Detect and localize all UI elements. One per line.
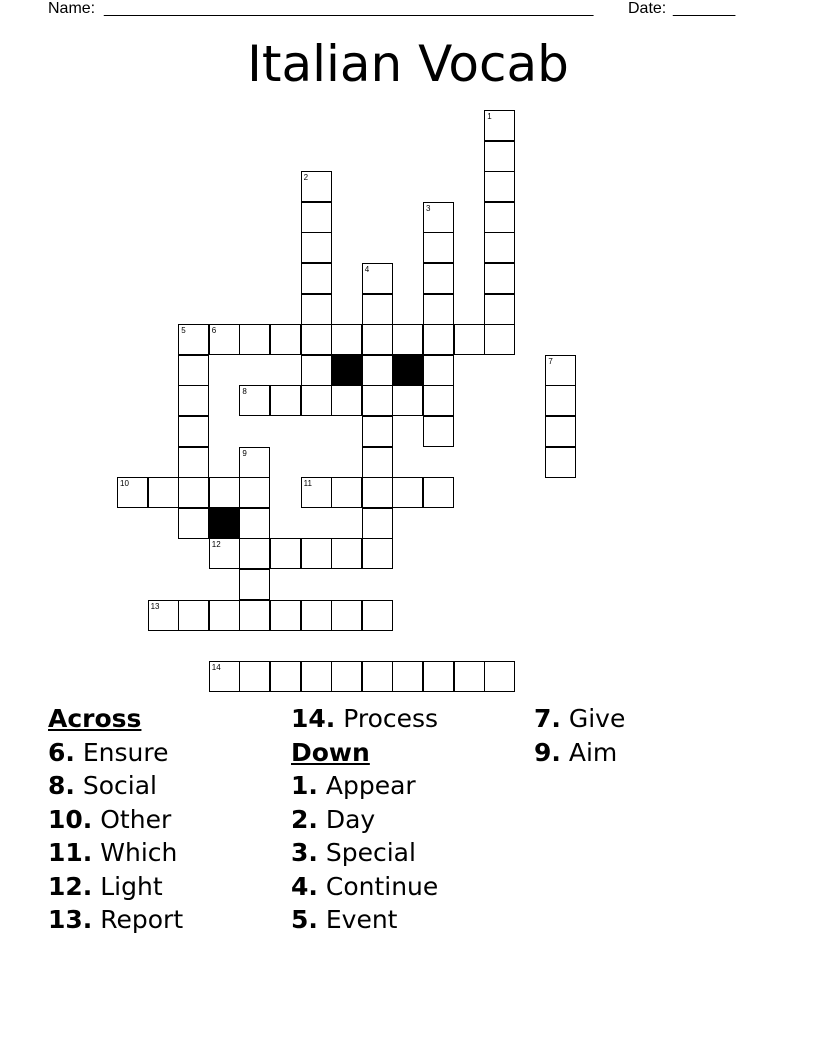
grid-cell[interactable] bbox=[178, 324, 209, 355]
grid-cell[interactable] bbox=[423, 324, 454, 355]
grid-cell[interactable] bbox=[148, 600, 179, 631]
grid-cell[interactable] bbox=[362, 355, 393, 386]
grid-cell[interactable] bbox=[423, 202, 454, 233]
clue-number: 2 bbox=[303, 173, 309, 183]
clue-across-6: 6. Ensure bbox=[48, 737, 169, 767]
grid-cell[interactable] bbox=[239, 447, 270, 478]
grid-cell[interactable] bbox=[331, 385, 362, 416]
grid-cell[interactable] bbox=[301, 232, 332, 263]
grid-cell[interactable] bbox=[392, 477, 423, 508]
grid-cell[interactable] bbox=[178, 447, 209, 478]
grid-cell[interactable] bbox=[545, 355, 576, 386]
grid-cell[interactable] bbox=[545, 416, 576, 447]
grid-cell[interactable] bbox=[454, 661, 485, 692]
grid-cell[interactable] bbox=[423, 385, 454, 416]
grid-cell[interactable] bbox=[362, 447, 393, 478]
grid-cell[interactable] bbox=[301, 600, 332, 631]
clue-number: 5 bbox=[181, 326, 186, 336]
across-heading: Across bbox=[48, 704, 142, 733]
grid-cell[interactable] bbox=[362, 416, 393, 447]
grid-block bbox=[209, 508, 240, 539]
grid-cell[interactable] bbox=[484, 110, 515, 141]
clue-number: 3 bbox=[426, 203, 431, 213]
grid-block bbox=[392, 355, 423, 386]
clue-down-3: 3. Special bbox=[291, 838, 416, 867]
grid-cell[interactable] bbox=[301, 661, 332, 692]
clue-number: 8 bbox=[242, 387, 247, 397]
name-field[interactable]: _______________________________________________________ bbox=[104, 0, 594, 17]
grid-cell[interactable] bbox=[362, 508, 393, 539]
grid-cell[interactable] bbox=[362, 263, 393, 294]
grid-cell[interactable] bbox=[270, 600, 301, 631]
grid-cell[interactable] bbox=[484, 232, 515, 263]
grid-cell[interactable] bbox=[423, 355, 454, 386]
grid-cell[interactable] bbox=[117, 477, 148, 508]
date-field[interactable]: _______ bbox=[673, 0, 736, 17]
grid-cell[interactable] bbox=[362, 661, 393, 692]
grid-block bbox=[331, 355, 362, 386]
grid-cell[interactable] bbox=[239, 508, 270, 539]
clue-down-2: 2. Day bbox=[291, 804, 376, 834]
clue-down-1: 1. Appear bbox=[291, 771, 416, 800]
grid-cell[interactable] bbox=[270, 324, 301, 355]
clue-down-9: 9. Aim bbox=[534, 737, 618, 767]
grid-cell[interactable] bbox=[178, 416, 209, 447]
clue-number: 9 bbox=[242, 448, 247, 458]
grid-cell[interactable] bbox=[178, 508, 209, 539]
grid-cell[interactable] bbox=[331, 538, 362, 569]
clue-across-14: 14. Process bbox=[291, 704, 439, 733]
grid-cell[interactable] bbox=[301, 171, 332, 202]
grid-cell[interactable] bbox=[301, 263, 332, 294]
grid-cell[interactable] bbox=[178, 600, 209, 631]
grid-cell[interactable] bbox=[301, 477, 332, 508]
grid-cell[interactable] bbox=[209, 324, 240, 355]
grid-cell[interactable] bbox=[301, 538, 332, 569]
grid-cell[interactable] bbox=[301, 385, 332, 416]
clue-column-2 bbox=[291, 702, 438, 937]
grid-cell[interactable] bbox=[209, 600, 240, 631]
clue-number: 6 bbox=[211, 326, 217, 336]
grid-cell[interactable] bbox=[301, 355, 332, 386]
grid-cell[interactable] bbox=[545, 385, 576, 416]
grid-cell[interactable] bbox=[301, 294, 332, 325]
grid-cell[interactable] bbox=[239, 600, 270, 631]
clue-down-4: 4. Continue bbox=[291, 871, 439, 901]
clue-number: 4 bbox=[364, 265, 370, 274]
grid-cell[interactable] bbox=[484, 294, 515, 325]
grid-cell[interactable] bbox=[362, 385, 393, 416]
date-label: Date: bbox=[628, 0, 667, 17]
clue-across-11: 11. Which bbox=[48, 838, 178, 867]
grid-cell[interactable] bbox=[484, 202, 515, 233]
clue-number: 12 bbox=[211, 540, 221, 550]
grid-cell[interactable] bbox=[270, 385, 301, 416]
clue-down-5: 5. Event bbox=[291, 905, 398, 934]
clue-number: 7 bbox=[548, 356, 553, 366]
grid-cell[interactable] bbox=[484, 141, 515, 172]
grid-cell[interactable] bbox=[423, 477, 454, 508]
grid-cell[interactable] bbox=[331, 600, 362, 631]
grid-cell[interactable] bbox=[392, 385, 423, 416]
grid-cell[interactable] bbox=[545, 447, 576, 478]
grid-cell[interactable] bbox=[178, 385, 209, 416]
grid-cell[interactable] bbox=[362, 600, 393, 631]
clue-number: 13 bbox=[150, 601, 160, 611]
grid-cell[interactable] bbox=[239, 661, 270, 692]
page-title: Italian Vocab bbox=[247, 35, 569, 93]
clue-number: 10 bbox=[120, 479, 129, 489]
clue-across-12: 12. Light bbox=[48, 871, 163, 901]
grid-cell[interactable] bbox=[392, 324, 423, 355]
grid-cell[interactable] bbox=[209, 477, 240, 508]
grid-cell[interactable] bbox=[362, 324, 393, 355]
grid-cell[interactable] bbox=[148, 477, 179, 508]
grid-cell[interactable] bbox=[362, 477, 393, 508]
name-label: Name: bbox=[48, 0, 96, 17]
grid-cell[interactable] bbox=[239, 477, 270, 508]
grid-cell[interactable] bbox=[454, 324, 485, 355]
grid-cell[interactable] bbox=[270, 538, 301, 569]
grid-cell[interactable] bbox=[301, 324, 332, 355]
grid-cell[interactable] bbox=[484, 171, 515, 202]
grid-cell[interactable] bbox=[423, 294, 454, 325]
grid-cell[interactable] bbox=[484, 324, 515, 355]
grid-cell[interactable] bbox=[239, 385, 270, 416]
grid-cell[interactable] bbox=[362, 294, 393, 325]
grid-cell[interactable] bbox=[239, 324, 270, 355]
grid-cell[interactable] bbox=[423, 416, 454, 447]
grid-cell[interactable] bbox=[331, 477, 362, 508]
grid-cell[interactable] bbox=[301, 202, 332, 233]
grid-cell[interactable] bbox=[239, 538, 270, 569]
grid-cell[interactable] bbox=[362, 538, 393, 569]
grid-cell[interactable] bbox=[392, 661, 423, 692]
grid-cell[interactable] bbox=[423, 661, 454, 692]
grid-cell[interactable] bbox=[423, 232, 454, 263]
clue-column-3 bbox=[534, 702, 625, 769]
clue-number: 11 bbox=[303, 479, 312, 489]
clue-across-10: 10. Other bbox=[48, 804, 172, 834]
grid-cell[interactable] bbox=[178, 355, 209, 386]
clue-across-13: 13. Report bbox=[48, 905, 184, 934]
down-heading: Down bbox=[291, 737, 370, 767]
grid-cell[interactable] bbox=[209, 661, 240, 692]
clue-number: 14 bbox=[211, 662, 221, 672]
grid-cell[interactable] bbox=[484, 263, 515, 294]
grid-cell[interactable] bbox=[239, 569, 270, 600]
grid-cell[interactable] bbox=[423, 263, 454, 294]
clue-across-8: 8. Social bbox=[48, 771, 157, 800]
clue-down-7: 7. Give bbox=[534, 704, 626, 733]
clue-column-1 bbox=[48, 702, 183, 937]
grid-cell[interactable] bbox=[270, 661, 301, 692]
grid-cell[interactable] bbox=[178, 477, 209, 508]
grid-cell[interactable] bbox=[209, 538, 240, 569]
grid-cell[interactable] bbox=[331, 661, 362, 692]
grid-cell[interactable] bbox=[331, 324, 362, 355]
grid-cell[interactable] bbox=[484, 661, 515, 692]
clue-number: 1 bbox=[487, 112, 492, 121]
